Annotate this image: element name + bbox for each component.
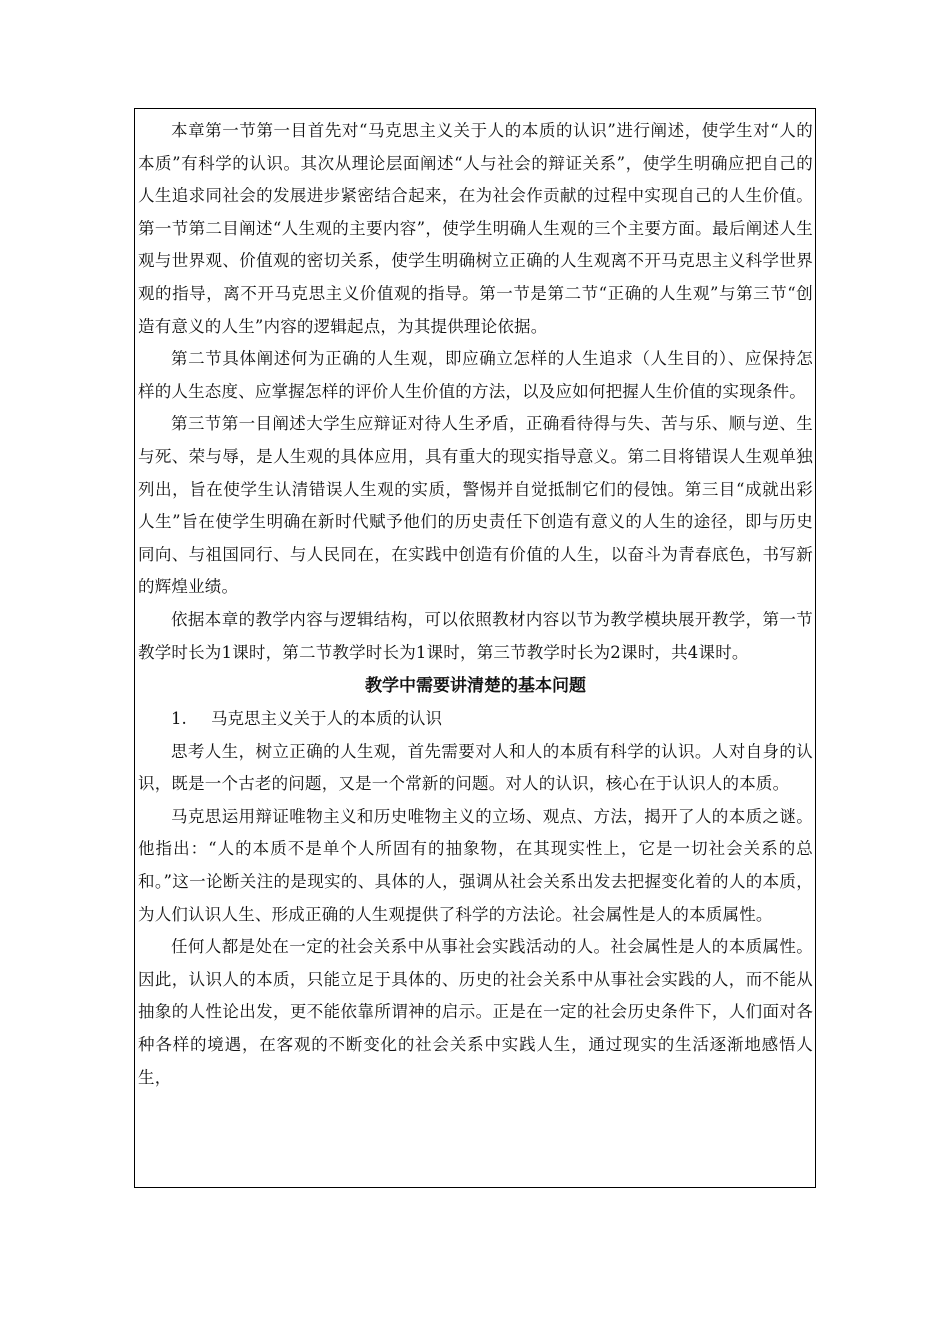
paragraph-section-two: 第二节具体阐述何为正确的人生观，即应确立怎样的人生追求（人生目的）、应保持怎样的人生态度、应掌握怎样的评价人生价值的方法，以及应如何把握人生价值的实现条件。 — [138, 349, 813, 401]
paragraph-section-one: 本章第一节第一目首先对“马克思主义关于人的本质的认识”进行阐述，使学生对“人的本质”有科学的认识。其次从理论层面阐述“人与社会的辩证关系”，使学生明确应把自己的人生追求同社会的发展进步紧密结合起来，在为社会作贡献的过程中实现自己的人生价值。第一节第二目阐述“人生观的主要内容”，使学生明确人生观的三个主要方面。最后阐述人生观与世界观、价值观的密切关系，使学生明确树立正确的人生观离不开马克思主义科学世界观的指导，离不开马克思主义价值观的指导。第一节是第二节“正确的人生观”与第三节“创造有意义的人生”内容的逻辑起点，为其提供理论依据。 — [138, 121, 813, 336]
document-content — [135, 109, 815, 1094]
numbered-item — [138, 703, 813, 736]
paragraph-teaching-schedule: 依据本章的教学内容与逻辑结构，可以依照教材内容以节为教学模块展开教学，第一节教学时长为1课时，第二节教学时长为1课时，第三节教学时长为2课时，共4课时。 — [138, 609, 813, 662]
paragraph-section-three: 第三节第一目阐述大学生应辩证对待人生矛盾，正确看待得与失、苦与乐、顺与逆、生与死、荣与辱，是人生观的具体应用，具有重大的现实指导意义。第二目将错误人生观单独列出，旨在使学生认清错误人生观的实质，警惕并自觉抵制它们的侵蚀。第三目“成就出彩人生”旨在使学生明确在新时代赋予他们的历史责任下创造有意义的人生的途径，即与历史同向、与祖国同行、与人民同在，在实践中创造有价值的人生，以奋斗为青春底色，书写新的辉煌业绩。 — [138, 414, 813, 597]
section-heading: 教学中需要讲清楚的基本问题 — [365, 676, 586, 697]
item-title: 马克思主义关于人的本质的认识 — [211, 709, 442, 729]
paragraph-body-2: 马克思运用辩证唯物主义和历史唯物主义的立场、观点、方法，揭开了人的本质之谜。他指出：“人的本质不是单个人所固有的抽象物，在其现实性上，它是一切社会关系的总和。”这一论断关注的是现实的、具体的人，强调从社会关系出发去把握变化着的人的本质，为人们认识人生、形成正确的人生观提供了科学的方法论。社会属性是人的本质属性。 — [138, 806, 813, 924]
paragraph-body-3: 任何人都是处在一定的社会关系中从事社会实践活动的人。社会属性是人的本质属性。因此，认识人的本质，只能立足于具体的、历史的社会关系中从事社会实践的人，而不能从抽象的人性论出发，更不能依靠所谓神的启示。正是在一定的社会历史条件下，人们面对各种各样的境遇，在客观的不断变化的社会关系中实践人生，通过现实的生活逐渐地感悟人生， — [138, 937, 813, 1087]
paragraph-body-1: 思考人生，树立正确的人生观，首先需要对人和人的本质有科学的认识。人对自身的认识，既是一个古老的问题，又是一个常新的问题。对人的认识，核心在于认识人的本质。 — [138, 741, 813, 794]
document-table-cell — [134, 108, 816, 1188]
item-number: 1. — [171, 709, 187, 729]
